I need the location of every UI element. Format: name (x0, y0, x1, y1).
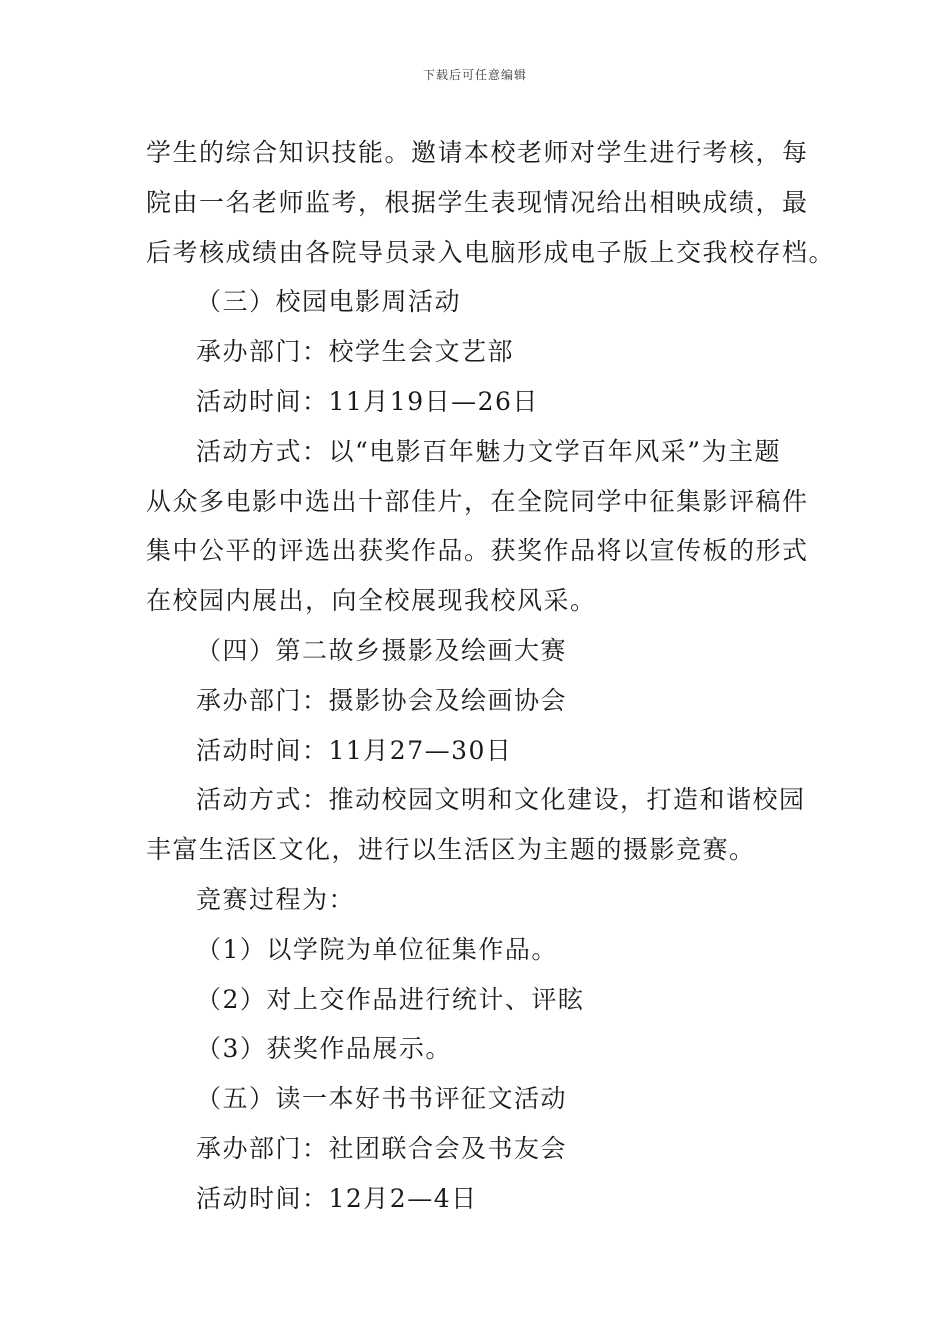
process-heading: 竞赛过程为： (196, 884, 356, 914)
section-heading-3: （三）校园电影周活动 (196, 287, 462, 317)
paragraph-line: 在校园内展出，向全校展现我校风采。 (146, 586, 597, 616)
paragraph-line: 集中公平的评选出获奖作品。获奖作品将以宣传板的形式 (146, 536, 809, 566)
time-line: 活动时间：12月2—4日 (196, 1183, 478, 1213)
organizer-line: 承办部门：社团联合会及书友会 (196, 1133, 568, 1163)
paragraph-line: 院由一名老师监考，根据学生表现情况给出相映成绩，最 (146, 187, 809, 217)
paragraph-line: 从众多电影中选出十部佳片，在全院同学中征集影评稿件 (146, 486, 809, 516)
organizer-line: 承办部门：摄影协会及绘画协会 (196, 685, 568, 715)
process-step: （1）以学院为单位征集作品。 (196, 934, 558, 964)
process-step: （3）获奖作品展示。 (196, 1034, 452, 1064)
section-heading-4: （四）第二故乡摄影及绘画大赛 (196, 635, 568, 665)
paragraph-line: 丰富生活区文化，进行以生活区为主题的摄影竞赛。 (146, 835, 756, 865)
method-line: 活动方式：以“电影百年魅力文学百年风采”为主题 (196, 436, 782, 466)
organizer-line: 承办部门：校学生会文艺部 (196, 337, 515, 367)
time-line: 活动时间：11月19日—26日 (196, 386, 539, 416)
time-line: 活动时间：11月27—30日 (196, 735, 513, 765)
paragraph-line: 学生的综合知识技能。邀请本校老师对学生进行考核，每 (146, 138, 809, 167)
paragraph-line: 后考核成绩由各院导员录入电脑形成电子版上交我校存档。 (146, 237, 836, 267)
document-body (146, 128, 836, 1224)
page-header-note: 下载后可任意编辑 (422, 68, 527, 82)
process-step: （2）对上交作品进行统计、评眩 (196, 984, 585, 1014)
method-line: 活动方式：推动校园文明和文化建设，打造和谐校园 (196, 785, 806, 815)
section-heading-5: （五）读一本好书书评征文活动 (196, 1084, 568, 1114)
